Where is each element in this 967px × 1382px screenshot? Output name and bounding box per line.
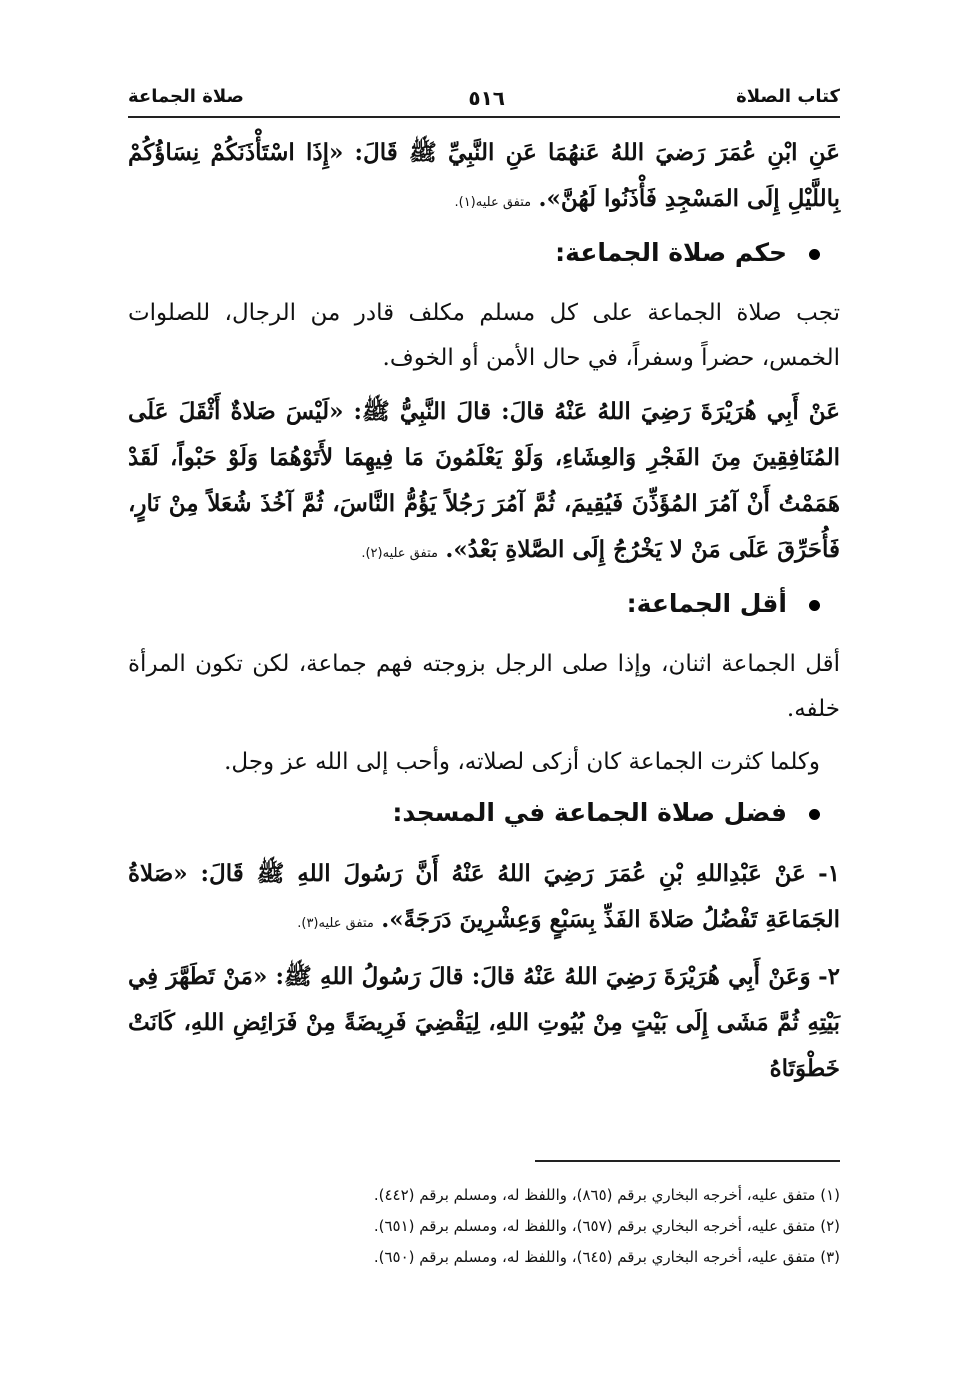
footnotes xyxy=(128,1180,840,1273)
page-header xyxy=(128,86,840,114)
page-number: ٥١٦ xyxy=(468,86,505,110)
hadith-text: عَنْ عَبْدِاللهِ بْنِ عُمَرَ رَضِيَ اللهُ عَنْهُ أَنَّ رَسُولَ اللهِ ﷺ قَالَ: «صَلاةُ الجَمَاعَةِ تَفْضُلُ صَلاةَ الفَذِّ بِسَبْعٍ وَعِشْرِينَ دَرَجَةً». xyxy=(128,860,840,933)
more-paragraph: وكلما كثرت الجماعة كان أزكى لصلاته، وأحب إلى الله عز وجل. xyxy=(224,749,820,775)
numbered-item xyxy=(128,851,840,946)
item-number: ١- xyxy=(818,860,840,887)
section-title: صلاة الجماعة xyxy=(128,86,244,107)
bullet-icon xyxy=(809,809,820,820)
heading-text: فضل صلاة الجماعة في المسجد: xyxy=(392,798,787,827)
page-body xyxy=(128,130,840,1100)
hadith-paragraph xyxy=(128,130,840,225)
numbered-item xyxy=(128,954,840,1092)
heading-text: أقل الجماعة: xyxy=(626,589,787,618)
section-heading xyxy=(128,793,840,833)
footnote: (١) متفق عليه، أخرجه البخاري برقم (٨٦٥)، واللفظ له، ومسلم برقم (٤٤٢). xyxy=(373,1186,840,1204)
hadith-source: متفق عليه(١). xyxy=(454,195,532,210)
hadith-text: عَنِ ابْنِ عُمَرَ رَضيَ اللهُ عَنهُمَا عَنِ النَّبِيِّ ﷺ قَالَ: «إِذَا اسْتَأْذَنَكُمْ نِسَاؤُكُمْ بِاللَّيْلِ إِلَى المَسْجِدِ فَأْذَنُوا لَهُنَّ». xyxy=(128,139,840,212)
footnote: (٢) متفق عليه، أخرجه البخاري برقم (٦٥٧)، واللفظ له، ومسلم برقم (٦٥١). xyxy=(373,1217,840,1235)
footnote: (٣) متفق عليه، أخرجه البخاري برقم (٦٤٥)، واللفظ له، ومسلم برقم (٦٥٠). xyxy=(373,1248,840,1266)
ruling-paragraph: تجب صلاة الجماعة على كل مسلم مكلف قادر من الرجال، للصلوات الخمس، حضراً وسفراً، في حال الأمن أو الخوف. xyxy=(128,300,840,371)
section-heading xyxy=(128,233,840,273)
heading-text: حكم صلاة الجماعة: xyxy=(555,238,787,267)
hadith-paragraph xyxy=(128,389,840,576)
bullet-icon xyxy=(809,600,820,611)
book-title: كتاب الصلاة xyxy=(736,86,840,107)
hadith-source: متفق عليه(٣). xyxy=(297,916,374,931)
header-divider xyxy=(128,116,840,118)
section-heading xyxy=(128,584,840,624)
hadith-text: عَنْ أَبِي هُرَيْرَةَ رَضِيَ اللهُ عَنْهُ قالَ: قالَ النَّبِيُّ ﷺ: «لَيْسَ صَلاةٌ أَثْقَلَ عَلَى المُنَافِقِينَ مِنَ الفَجْرِ وَالعِشَاءِ، وَلَوْ يَعْلَمُونَ مَا فِيهِمَا لأَتَوْهُمَا وَلَوْ حَبْواً، لَقَدْ هَمَمْتُ أَنْ آمُرَ المُؤَذِّنَ فَيُقِيمَ، ثُمَّ آمُرَ رَجُلاً يَؤُمُّ النَّاسَ، ثُمَّ آخُذَ شُعَلاً مِنْ نَارٍ، فَأُحَرِّقَ عَلَى مَنْ لا يَخْرُجُ إِلَى الصَّلاةِ بَعْدُ». xyxy=(128,398,840,563)
item-number: ٢- xyxy=(818,963,840,990)
footnote-divider xyxy=(535,1160,840,1162)
minimum-paragraph: أقل الجماعة اثنان، وإذا صلى الرجل بزوجته فهم جماعة، لكن تكون المرأة خلفه. xyxy=(128,651,840,722)
bullet-icon xyxy=(809,249,820,260)
hadith-text: وَعَنْ أَبِي هُرَيْرَةَ رَضِيَ اللهُ عَنْهُ قالَ: قالَ رَسُولُ اللهِ ﷺ: «مَنْ تَطَهَّرَ فِي بَيْتِهِ ثُمَّ مَشَى إِلَى بَيْتٍ مِنْ بُيُوتِ اللهِ، لِيَقْضِيَ فَرِيضَةً مِنْ فَرَائِضِ اللهِ، كَانَتْ خَطْوَتَاهُ xyxy=(128,963,840,1082)
hadith-source: متفق عليه(٢). xyxy=(361,546,438,561)
